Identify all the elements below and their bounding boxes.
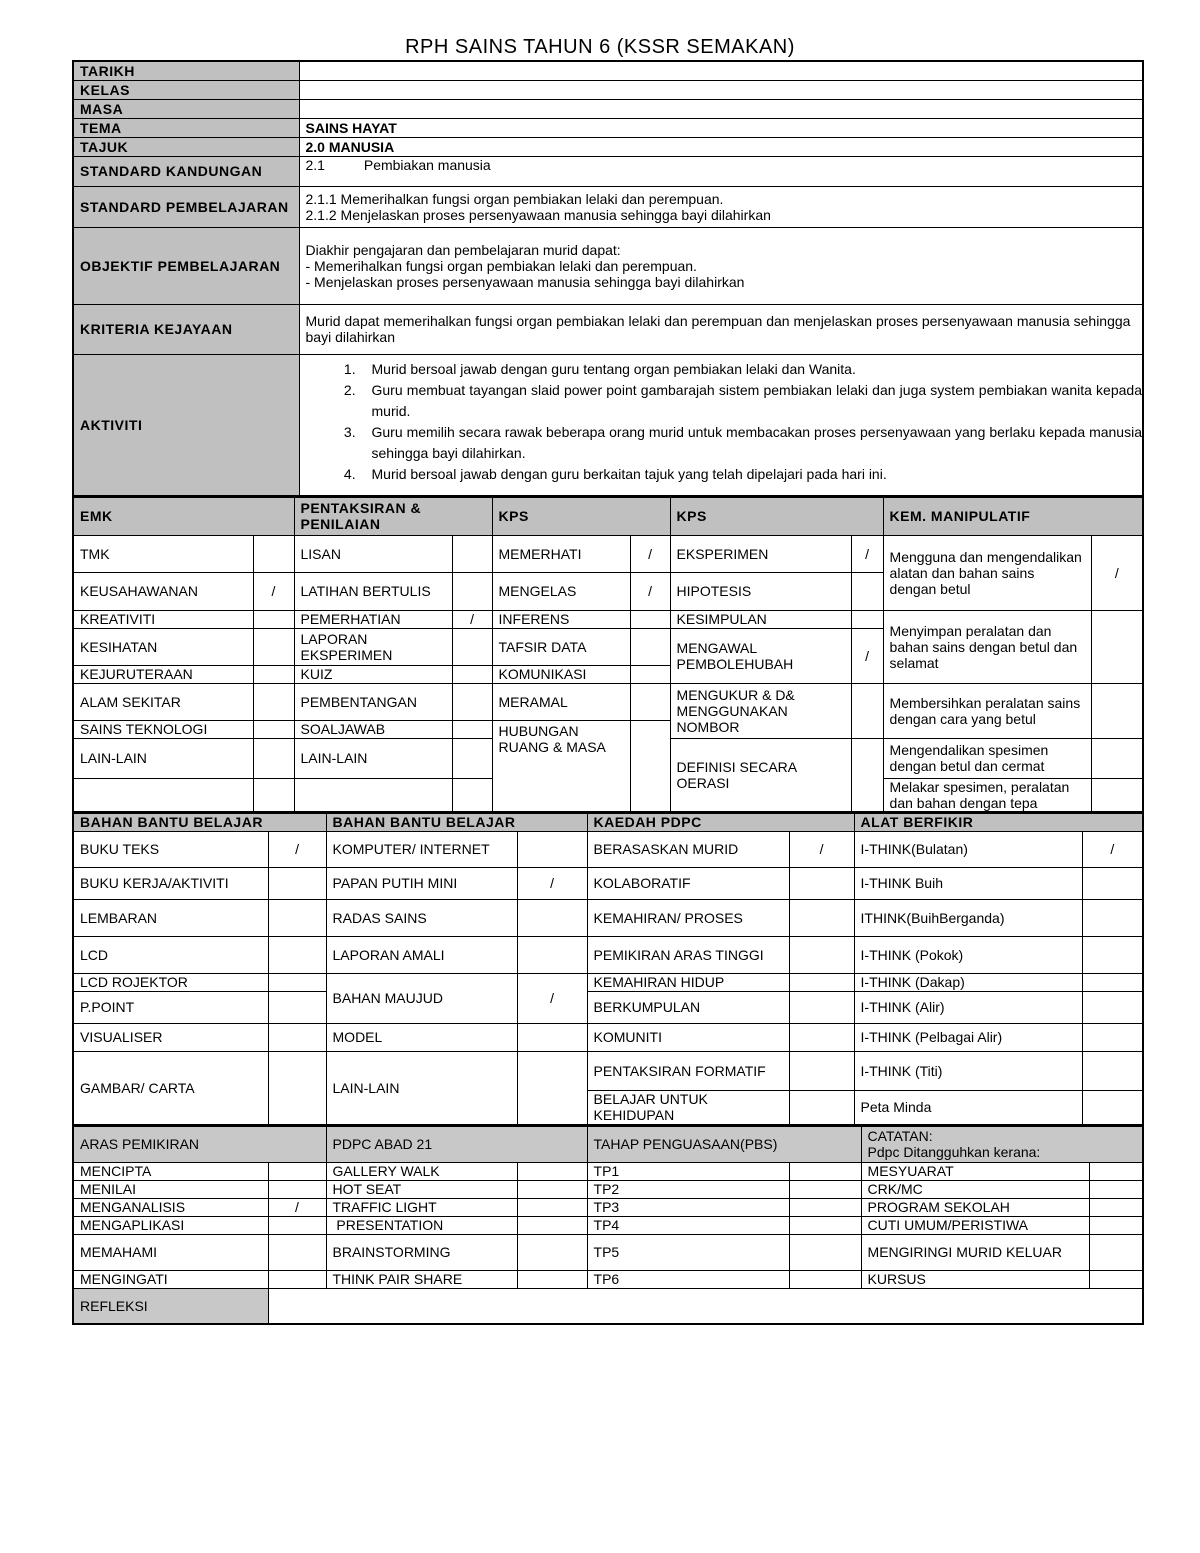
kaedah-mark[interactable] xyxy=(789,1023,854,1051)
header-emk: EMK xyxy=(73,497,294,535)
kps-mark[interactable] xyxy=(851,572,883,610)
materials-row xyxy=(73,1023,1143,1051)
kps-mark[interactable] xyxy=(630,683,670,720)
catatan-mark[interactable] xyxy=(1089,1216,1143,1234)
pdpc-mark[interactable] xyxy=(517,1216,587,1234)
masa-field[interactable] xyxy=(299,99,1143,118)
bbb-mark[interactable] xyxy=(517,899,587,936)
pdpc-item: GALLERY WALK xyxy=(326,1162,517,1180)
tp-mark[interactable] xyxy=(789,1198,861,1216)
assessment-row xyxy=(73,1180,1143,1198)
catatan-mark[interactable] xyxy=(1089,1270,1143,1288)
alat-item: ITHINK(BuihBerganda) xyxy=(854,899,1082,936)
catatan-item: MENGIRINGI MURID KELUAR xyxy=(861,1234,1089,1270)
catatan-item: CUTI UMUM/PERISTIWA xyxy=(861,1216,1089,1234)
emk-mark[interactable] xyxy=(253,738,294,778)
aras-mark[interactable] xyxy=(268,1162,326,1180)
alat-mark[interactable] xyxy=(1082,867,1143,899)
emk-mark[interactable] xyxy=(253,778,294,812)
kem-mark[interactable] xyxy=(1091,778,1143,812)
pentaksiran-item xyxy=(294,778,452,812)
tp-item: TP1 xyxy=(587,1162,789,1180)
label-tema: TEMA xyxy=(73,118,299,137)
kps-mark[interactable] xyxy=(630,720,670,812)
kaedah-mark[interactable] xyxy=(789,936,854,973)
emk-mark[interactable] xyxy=(253,720,294,738)
label-masa: MASA xyxy=(73,99,299,118)
pentaksiran-mark[interactable] xyxy=(452,628,492,665)
kem-item: Membersihkan peralatan sains dengan cara yang betul xyxy=(883,683,1091,738)
kps-item: MENGUKUR & D& MENGGUNAKAN NOMBOR xyxy=(670,683,851,738)
aras-mark[interactable] xyxy=(268,1234,326,1270)
emk-item: KESIHATAN xyxy=(73,628,253,665)
catatan-mark[interactable] xyxy=(1089,1234,1143,1270)
sp-line: 2.1.1 Memerihalkan fungsi organ pembiakan lelaki dan perempuan. xyxy=(305,190,724,207)
pentaksiran-mark[interactable]: / xyxy=(452,610,492,628)
header-kps-1: KPS xyxy=(492,497,670,535)
bbb-mark[interactable] xyxy=(517,936,587,973)
materials-row xyxy=(73,973,1143,991)
bbb-mark[interactable]: / xyxy=(268,831,326,867)
aktiviti-item: 2. Guru membuat tayangan slaid power point gambarajah sistem pembiakan lelaki dan juga system pembiakan wanita kepada murid. xyxy=(360,380,1143,422)
alat-mark[interactable] xyxy=(1082,936,1143,973)
emk-item: KREATIVITI xyxy=(73,610,253,628)
catatan-mark[interactable] xyxy=(1089,1198,1143,1216)
kaedah-mark[interactable]: / xyxy=(789,831,854,867)
kps-mark[interactable]: / xyxy=(630,535,670,572)
row-standard-kandungan xyxy=(73,156,1143,186)
header-kem-manipulatif: KEM. MANIPULATIF xyxy=(883,497,1143,535)
kelas-field[interactable] xyxy=(299,80,1143,99)
kaedah-item: KEMAHIRAN/ PROSES xyxy=(587,899,789,936)
emk-mark[interactable] xyxy=(253,610,294,628)
kaedah-item: KEMAHIRAN HIDUP xyxy=(587,973,789,991)
pentaksiran-mark[interactable] xyxy=(452,535,492,572)
kaedah-item: BERKUMPULAN xyxy=(587,991,789,1023)
row-tajuk xyxy=(73,137,1143,156)
alat-mark[interactable] xyxy=(1082,1023,1143,1051)
aktiviti-item: 4. Murid bersoal jawab dengan guru berkaitan tajuk yang telah dipelajari pada hari ini. xyxy=(360,464,1143,485)
bbb-item: BUKU KERJA/AKTIVITI xyxy=(73,867,268,899)
kaedah-item: PENTAKSIRAN FORMATIF xyxy=(587,1051,789,1090)
bbb-mark[interactable] xyxy=(517,831,587,867)
kps-item: HIPOTESIS xyxy=(670,572,851,610)
catatan-mark[interactable] xyxy=(1089,1162,1143,1180)
assessment-row xyxy=(73,1216,1143,1234)
kem-mark[interactable]: / xyxy=(1091,535,1143,610)
bbb-mark[interactable]: / xyxy=(517,867,587,899)
kem-mark[interactable] xyxy=(1091,683,1143,738)
tp-item: TP5 xyxy=(587,1234,789,1270)
label-tarikh: TARIKH xyxy=(73,61,299,80)
aktiviti-list-cell xyxy=(299,354,1143,496)
pdpc-mark[interactable] xyxy=(517,1270,587,1288)
catatan-sublabel: Pdpc Ditangguhkan kerana: xyxy=(867,1144,1041,1161)
emk-item: SAINS TEKNOLOGI xyxy=(73,720,253,738)
emk-mark[interactable] xyxy=(253,683,294,720)
op-line: Diakhir pengajaran dan pembelajaran murid dapat: xyxy=(305,241,621,258)
row-tarikh xyxy=(73,61,1143,80)
pdpc-mark[interactable] xyxy=(517,1162,587,1180)
bbb-item: LCD ROJEKTOR xyxy=(73,973,268,991)
pentaksiran-mark[interactable] xyxy=(452,720,492,738)
alat-item: Peta Minda xyxy=(854,1090,1082,1125)
bbb-item: KOMPUTER/ INTERNET xyxy=(326,831,517,867)
tp-mark[interactable] xyxy=(789,1234,861,1270)
bbb-item: P.POINT xyxy=(73,991,268,1023)
row-kriteria xyxy=(73,304,1143,354)
row-standard-pembelajaran xyxy=(73,186,1143,227)
label-kelas: KELAS xyxy=(73,80,299,99)
bbb-mark[interactable] xyxy=(517,1023,587,1051)
standard-pembelajaran-value xyxy=(299,186,1143,227)
emk-mark[interactable] xyxy=(253,535,294,572)
kps-item: MENGAWAL PEMBOLEHUBAH xyxy=(670,628,851,683)
pentaksiran-item: LAPORAN EKSPERIMEN xyxy=(294,628,452,665)
objektif-value xyxy=(299,227,1143,304)
tp-item: TP4 xyxy=(587,1216,789,1234)
pdpc-item: HOT SEAT xyxy=(326,1180,517,1198)
emk-item: KEUSAHAWANAN xyxy=(73,572,253,610)
materials-row xyxy=(73,867,1143,899)
kaedah-item: KOLABORATIF xyxy=(587,867,789,899)
emk-mark[interactable] xyxy=(253,665,294,683)
catatan-item: PROGRAM SEKOLAH xyxy=(861,1198,1089,1216)
skills-row xyxy=(73,683,1143,720)
bbb-mark[interactable] xyxy=(268,936,326,973)
emk-item: KEJURUTERAAN xyxy=(73,665,253,683)
kaedah-item: BERASASKAN MURID xyxy=(587,831,789,867)
tp-mark[interactable] xyxy=(789,1216,861,1234)
bbb-mark[interactable] xyxy=(268,1023,326,1051)
assessment-table xyxy=(72,1125,1144,1325)
tp-mark[interactable] xyxy=(789,1162,861,1180)
alat-item: I-THINK (Titi) xyxy=(854,1051,1082,1090)
kriteria-value: Murid dapat memerihalkan fungsi organ pembiakan lelaki dan perempuan dan menjelaskan proses persenyawaan manusia sehingga bayi dilahirkan xyxy=(299,304,1143,354)
kps-item: MERAMAL xyxy=(492,683,630,720)
kps-mark[interactable]: / xyxy=(851,628,883,683)
tajuk-value: 2.0 MANUSIA xyxy=(299,137,1143,156)
alat-item: I-THINK (Alir) xyxy=(854,991,1082,1023)
refleksi-label: REFLEKSI xyxy=(73,1288,268,1324)
row-aktiviti xyxy=(73,354,1143,496)
pentaksiran-mark[interactable] xyxy=(452,572,492,610)
bbb-mark[interactable] xyxy=(268,991,326,1023)
alat-item: I-THINK (Pelbagai Alir) xyxy=(854,1023,1082,1051)
pentaksiran-mark[interactable] xyxy=(452,778,492,812)
header-catatan xyxy=(861,1126,1143,1162)
alat-item: I-THINK Buih xyxy=(854,867,1082,899)
kps-mark[interactable] xyxy=(630,628,670,665)
label-objektif: OBJEKTIF PEMBELAJARAN xyxy=(73,227,299,304)
skills-header-row xyxy=(73,497,1143,535)
pentaksiran-item: PEMBENTANGAN xyxy=(294,683,452,720)
kaedah-mark[interactable] xyxy=(789,1051,854,1090)
pentaksiran-mark[interactable] xyxy=(452,738,492,778)
catatan-mark[interactable] xyxy=(1089,1180,1143,1198)
alat-item: I-THINK(Bulatan) xyxy=(854,831,1082,867)
aras-item: MENCIPTA xyxy=(73,1162,268,1180)
kps-mark[interactable] xyxy=(630,610,670,628)
aras-mark[interactable]: / xyxy=(268,1198,326,1216)
kps-mark[interactable] xyxy=(851,683,883,738)
aktiviti-list xyxy=(300,359,1143,485)
kps-item: KESIMPULAN xyxy=(670,610,851,628)
alat-mark[interactable] xyxy=(1082,899,1143,936)
alat-item: I-THINK (Pokok) xyxy=(854,936,1082,973)
header-kaedah-pdpc: KAEDAH PDPC xyxy=(587,813,854,831)
kps-mark[interactable]: / xyxy=(851,535,883,572)
kps-mark[interactable] xyxy=(851,738,883,812)
bbb-item: LEMBARAN xyxy=(73,899,268,936)
pentaksiran-item: LATIHAN BERTULIS xyxy=(294,572,452,610)
header-bahan-bantu-1: BAHAN BANTU BELAJAR xyxy=(73,813,326,831)
pentaksiran-item: PEMERHATIAN xyxy=(294,610,452,628)
kem-item: Menyimpan peralatan dan bahan sains dengan betul dan selamat xyxy=(883,610,1091,683)
skills-row xyxy=(73,610,1143,628)
header-pdpc-abad-21: PDPC ABAD 21 xyxy=(326,1126,587,1162)
assessment-row xyxy=(73,1162,1143,1180)
tema-value: SAINS HAYAT xyxy=(299,118,1143,137)
row-kelas xyxy=(73,80,1143,99)
header-alat-berfikir: ALAT BERFIKIR xyxy=(854,813,1143,831)
materials-row xyxy=(73,831,1143,867)
emk-mark[interactable] xyxy=(253,628,294,665)
aktiviti-item: 1. Murid bersoal jawab dengan guru tentang organ pembiakan lelaki dan Wanita. xyxy=(360,359,1143,380)
materials-row xyxy=(73,899,1143,936)
bbb-item: PAPAN PUTIH MINI xyxy=(326,867,517,899)
skills-table xyxy=(72,496,1144,813)
bbb-item: BUKU TEKS xyxy=(73,831,268,867)
kaedah-item: KOMUNITI xyxy=(587,1023,789,1051)
kps-item: INFERENS xyxy=(492,610,630,628)
label-tajuk: TAJUK xyxy=(73,137,299,156)
refleksi-field[interactable] xyxy=(268,1288,1143,1324)
kaedah-item: BELAJAR UNTUK KEHIDUPAN xyxy=(587,1090,789,1125)
kaedah-mark[interactable] xyxy=(789,991,854,1023)
bbb-item: RADAS SAINS xyxy=(326,899,517,936)
kps-item: TAFSIR DATA xyxy=(492,628,630,665)
header-bahan-bantu-2: BAHAN BANTU BELAJAR xyxy=(326,813,587,831)
sp-line: 2.1.2 Menjelaskan proses persenyawaan manusia sehingga bayi dilahirkan xyxy=(305,206,771,223)
materials-row xyxy=(73,936,1143,973)
pentaksiran-item: KUIZ xyxy=(294,665,452,683)
bbb-mark[interactable]: / xyxy=(517,973,587,1023)
pdpc-item: BRAINSTORMING xyxy=(326,1234,517,1270)
bbb-item: LAIN-LAIN xyxy=(326,1051,517,1125)
alat-mark[interactable]: / xyxy=(1082,831,1143,867)
alat-mark[interactable] xyxy=(1082,991,1143,1023)
tp-item: TP3 xyxy=(587,1198,789,1216)
pentaksiran-mark[interactable] xyxy=(452,683,492,720)
header-tahap-penguasaan: TAHAP PENGUASAAN(PBS) xyxy=(587,1126,861,1162)
bbb-mark[interactable] xyxy=(517,1051,587,1125)
kps-item: DEFINISI SECARA OERASI xyxy=(670,738,851,812)
bbb-item: LAPORAN AMALI xyxy=(326,936,517,973)
catatan-label: CATATAN: xyxy=(867,1128,933,1145)
aras-item: MENGINGATI xyxy=(73,1270,268,1288)
kps-mark[interactable] xyxy=(630,665,670,683)
kps-mark[interactable]: / xyxy=(630,572,670,610)
materials-header-row xyxy=(73,813,1143,831)
tp-item: TP6 xyxy=(587,1270,789,1288)
emk-item: ALAM SEKITAR xyxy=(73,683,253,720)
emk-item: LAIN-LAIN xyxy=(73,738,253,778)
header-pentaksiran: PENTAKSIRAN & PENILAIAN xyxy=(294,497,492,535)
bbb-mark[interactable] xyxy=(268,867,326,899)
pentaksiran-item: LISAN xyxy=(294,535,452,572)
bbb-mark[interactable] xyxy=(268,973,326,991)
label-kriteria: KRITERIA KEJAYAAN xyxy=(73,304,299,354)
emk-item: TMK xyxy=(73,535,253,572)
tarikh-field[interactable] xyxy=(299,61,1143,80)
aras-mark[interactable] xyxy=(268,1216,326,1234)
catatan-item: KURSUS xyxy=(861,1270,1089,1288)
aras-item: MENGAPLIKASI xyxy=(73,1216,268,1234)
bbb-mark[interactable] xyxy=(268,1051,326,1125)
kps-item: MENGELAS xyxy=(492,572,630,610)
kaedah-item: PEMIKIRAN ARAS TINGGI xyxy=(587,936,789,973)
assessment-row xyxy=(73,1234,1143,1270)
kps-item: HUBUNGAN RUANG & MASA xyxy=(492,720,630,812)
alat-item: I-THINK (Dakap) xyxy=(854,973,1082,991)
bbb-item: BAHAN MAUJUD xyxy=(326,973,517,1023)
assessment-row xyxy=(73,1270,1143,1288)
tp-item: TP2 xyxy=(587,1180,789,1198)
kps-item: EKSPERIMEN xyxy=(670,535,851,572)
op-line: - Menjelaskan proses persenyawaan manusia sehingga bayi dilahirkan xyxy=(305,273,745,290)
tp-mark[interactable] xyxy=(789,1180,861,1198)
label-standard-kandungan: STANDARD KANDUNGAN xyxy=(73,156,299,186)
bbb-item: VISUALISER xyxy=(73,1023,268,1051)
kaedah-mark[interactable] xyxy=(789,1090,854,1125)
op-line: - Memerihalkan fungsi organ pembiakan lelaki dan perempuan. xyxy=(305,257,697,274)
standard-kandungan-value: 2.1 Pembiakan manusia xyxy=(299,156,1143,186)
skills-row xyxy=(73,535,1143,572)
label-standard-pembelajaran: STANDARD PEMBELAJARAN xyxy=(73,186,299,227)
bbb-item: LCD xyxy=(73,936,268,973)
label-aktiviti: AKTIVITI xyxy=(73,354,299,496)
catatan-item: CRK/MC xyxy=(861,1180,1089,1198)
materials-row xyxy=(73,991,1143,1023)
aras-item: MENGANALISIS xyxy=(73,1198,268,1216)
materials-row xyxy=(73,1051,1143,1090)
kps-item: KOMUNIKASI xyxy=(492,665,630,683)
pdpc-mark[interactable] xyxy=(517,1198,587,1216)
aras-item: MENILAI xyxy=(73,1180,268,1198)
pentaksiran-item: LAIN-LAIN xyxy=(294,738,452,778)
page-title: RPH SAINS TAHUN 6 (KSSR SEMAKAN) xyxy=(405,36,795,58)
kps-mark[interactable] xyxy=(851,610,883,628)
row-masa xyxy=(73,99,1143,118)
aras-item: MEMAHAMI xyxy=(73,1234,268,1270)
assessment-header-row xyxy=(73,1126,1143,1162)
kem-item: Melakar spesimen, peralatan dan bahan dengan tepa xyxy=(883,778,1091,812)
kaedah-mark[interactable] xyxy=(789,867,854,899)
aras-mark[interactable] xyxy=(268,1270,326,1288)
aktiviti-item: 3. Guru memilih secara rawak beberapa orang murid untuk membacakan proses persenyawaan yang berlaku kepada manusia sehingga bayi dilahirkan. xyxy=(360,422,1143,464)
alat-mark[interactable] xyxy=(1082,1051,1143,1090)
pdpc-item: PRESENTATION xyxy=(326,1216,517,1234)
row-objektif xyxy=(73,227,1143,304)
bbb-item: MODEL xyxy=(326,1023,517,1051)
tp-mark[interactable] xyxy=(789,1270,861,1288)
alat-mark[interactable] xyxy=(1082,973,1143,991)
header-kps-2: KPS xyxy=(670,497,883,535)
assessment-row xyxy=(73,1198,1143,1216)
bbb-mark[interactable] xyxy=(268,899,326,936)
kem-item: Mengendalikan spesimen dengan betul dan cermat xyxy=(883,738,1091,778)
emk-mark[interactable]: / xyxy=(253,572,294,610)
pdpc-item: TRAFFIC LIGHT xyxy=(326,1198,517,1216)
kaedah-mark[interactable] xyxy=(789,973,854,991)
bbb-item: GAMBAR/ CARTA xyxy=(73,1051,268,1125)
pdpc-mark[interactable] xyxy=(517,1234,587,1270)
row-tema xyxy=(73,118,1143,137)
header-aras-pemikiran: ARAS PEMIKIRAN xyxy=(73,1126,326,1162)
emk-item xyxy=(73,778,253,812)
aras-mark[interactable] xyxy=(268,1180,326,1198)
pdpc-item: THINK PAIR SHARE xyxy=(326,1270,517,1288)
kem-item: Mengguna dan mengendalikan alatan dan bahan sains dengan betul xyxy=(883,535,1091,610)
pentaksiran-mark[interactable] xyxy=(452,665,492,683)
pentaksiran-item: SOALJAWAB xyxy=(294,720,452,738)
kem-mark[interactable] xyxy=(1091,610,1143,683)
refleksi-row xyxy=(73,1288,1143,1324)
materials-table xyxy=(72,812,1144,1126)
kaedah-mark[interactable] xyxy=(789,899,854,936)
lesson-info-table xyxy=(72,60,1144,497)
alat-mark[interactable] xyxy=(1082,1090,1143,1125)
kps-item: MEMERHATI xyxy=(492,535,630,572)
catatan-item: MESYUARAT xyxy=(861,1162,1089,1180)
pdpc-mark[interactable] xyxy=(517,1180,587,1198)
kem-mark[interactable] xyxy=(1091,738,1143,778)
